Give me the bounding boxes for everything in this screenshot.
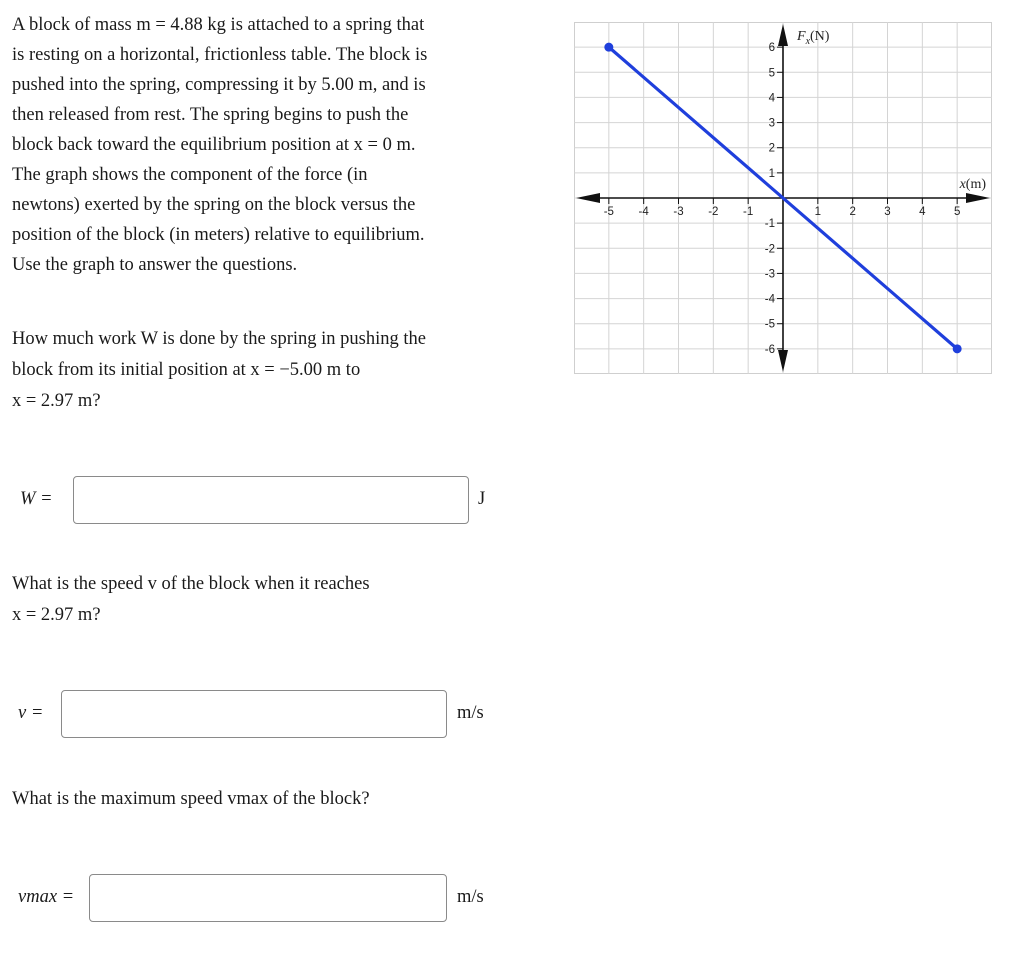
intro-line: Use the graph to answer the questions. xyxy=(12,255,298,275)
answer-row-speed xyxy=(0,690,520,740)
max-speed-label: vmax = xyxy=(18,887,75,907)
y-tick-label: -1 xyxy=(764,218,775,231)
y-axis-arrow-up xyxy=(778,24,788,46)
intro-line: is resting on a horizontal, frictionless table. The block is xyxy=(12,45,428,65)
intro-line: A block of mass m = 4.88 kg is attached to a spring that xyxy=(12,15,425,35)
x-tick-label: 2 xyxy=(849,206,856,218)
question-line: What is the speed v of the block when it reaches xyxy=(12,574,370,594)
question-line: x = 2.97 m? xyxy=(12,605,101,625)
intro-line: newtons) exerted by the spring on the block versus the xyxy=(12,195,416,215)
intro-line: block back toward the equilibrium position at x = 0 m. xyxy=(12,135,416,155)
work-unit: J xyxy=(478,489,486,509)
question-line: x = 2.97 m? xyxy=(12,391,101,411)
series-endpoint xyxy=(953,344,962,353)
intro-line: The graph shows the component of the force (in xyxy=(12,165,368,185)
work-label: W = xyxy=(20,489,53,509)
question-line: What is the maximum speed vmax of the block? xyxy=(12,789,370,809)
x-axis-title: x(m) xyxy=(959,177,986,192)
speed-unit: m/s xyxy=(457,703,484,723)
intro-line: then released from rest. The spring begins to push the xyxy=(12,105,409,125)
y-tick-label: -2 xyxy=(764,243,775,256)
y-tick-label: -3 xyxy=(764,268,775,281)
y-tick-label: 4 xyxy=(768,92,775,105)
y-tick-label: 5 xyxy=(768,67,775,80)
speed-input[interactable] xyxy=(61,690,447,738)
y-tick-label: 6 xyxy=(768,42,775,55)
y-tick-label: 1 xyxy=(768,167,775,180)
question-line: How much work W is done by the spring in pushing the xyxy=(12,329,426,349)
y-tick-label: -5 xyxy=(764,318,775,331)
max-speed-input[interactable] xyxy=(89,874,447,922)
force-vs-position-graph xyxy=(574,22,992,374)
problem-statement xyxy=(12,10,492,280)
question-line: block from its initial position at x = −5.00 m to xyxy=(12,360,361,380)
x-tick-label: 5 xyxy=(953,206,961,218)
y-tick-label: 2 xyxy=(768,142,775,155)
y-axis-arrow-down xyxy=(778,350,788,372)
y-tick-label: -4 xyxy=(764,293,775,306)
x-tick-label: -5 xyxy=(603,206,614,218)
answer-row-max-speed xyxy=(0,874,520,924)
question-max-speed xyxy=(12,784,502,815)
x-tick-label: -4 xyxy=(638,206,649,218)
x-tick-label: -2 xyxy=(708,206,719,218)
x-tick-label: -1 xyxy=(743,206,754,218)
x-tick-label: 1 xyxy=(814,206,822,218)
x-tick-label: 3 xyxy=(884,206,891,218)
series-endpoint xyxy=(604,43,613,52)
y-tick-label: 3 xyxy=(768,117,775,130)
y-tick-label: -6 xyxy=(764,343,775,356)
question-work xyxy=(12,324,502,417)
x-axis-arrow-right xyxy=(966,193,990,203)
y-axis-title: $F_x(N)$ xyxy=(797,29,830,47)
max-speed-unit: m/s xyxy=(457,887,484,907)
x-tick-label: 4 xyxy=(919,206,926,218)
intro-line: pushed into the spring, compressing it by 5.00 m, and is xyxy=(12,75,426,95)
work-input[interactable] xyxy=(73,476,469,524)
answer-row-work xyxy=(0,476,520,526)
x-axis-arrow-left xyxy=(576,193,600,203)
question-speed xyxy=(12,569,502,631)
speed-label: v = xyxy=(18,703,44,723)
intro-line: position of the block (in meters) relative to equilibrium. xyxy=(12,225,425,245)
x-tick-label: -3 xyxy=(673,206,684,218)
